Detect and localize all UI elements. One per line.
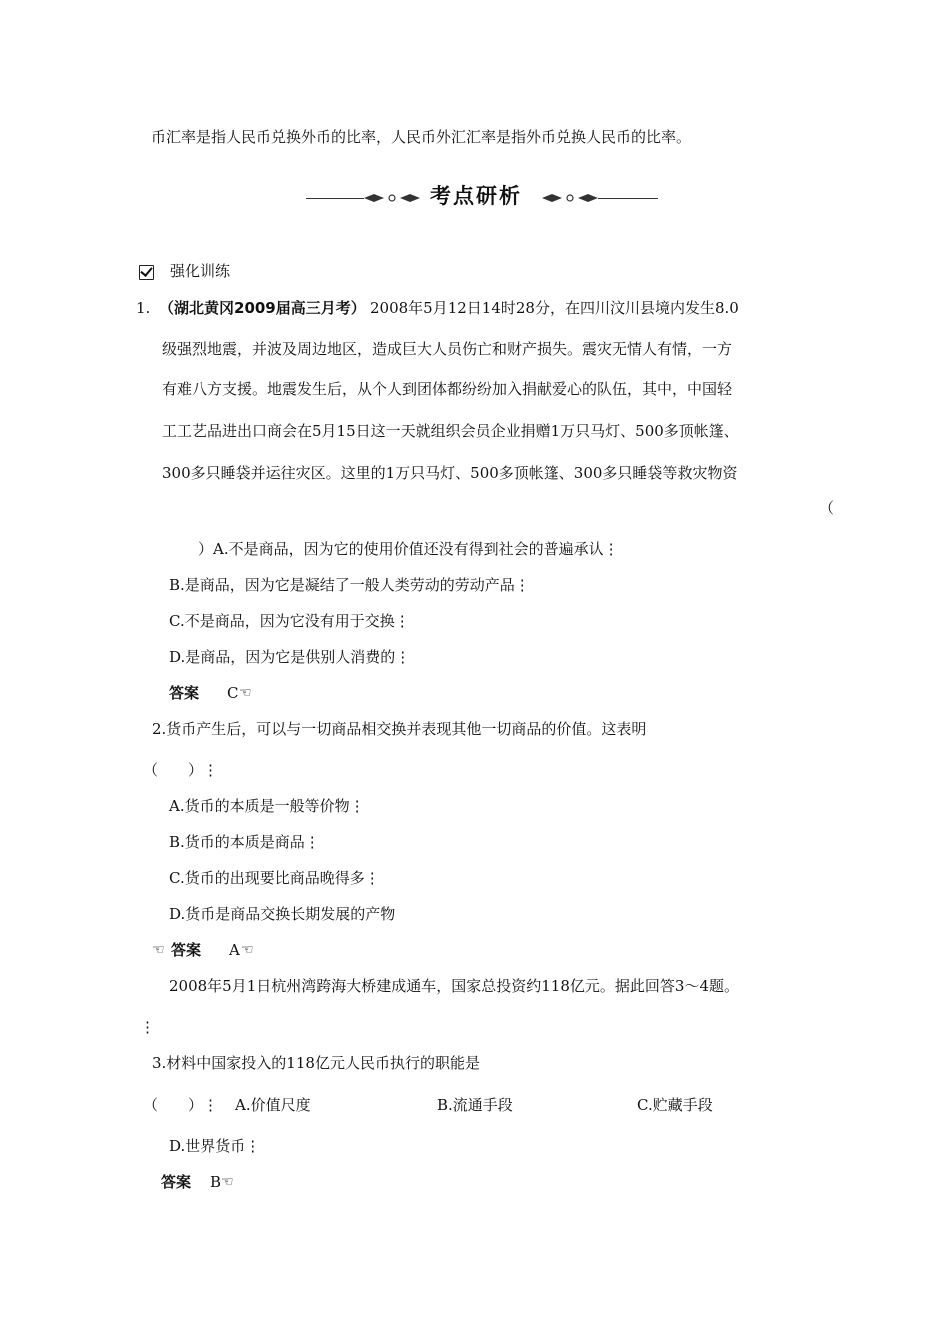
section-title: 考点研析	[430, 184, 522, 208]
q2-option-d: D.货币是商品交换长期发展的产物	[169, 905, 396, 923]
q1-line: 级强烈地震，并波及周边地区，造成巨大人员伤亡和财产损失。震灾无情人有情，一方	[162, 340, 733, 358]
intro-text: 币汇率是指人民币兑换外币的比率，人民币外汇汇率是指外币兑换人民币的比率。	[151, 128, 692, 146]
ornament-icon	[540, 191, 600, 205]
material-mark: ⋮	[140, 1018, 155, 1036]
q3-answer-label: 答案	[161, 1173, 192, 1191]
q3-paren: （ ）⋮	[143, 1096, 219, 1114]
q3-option-c: C.贮藏手段	[637, 1096, 713, 1114]
pointing-hand-icon: ☜	[152, 942, 165, 958]
q1-answer-label: 答案	[169, 684, 200, 702]
q1-option-a: ）A.不是商品，因为它的使用价值还没有得到社会的普遍承认⋮	[198, 540, 619, 558]
header-rule-left	[306, 198, 364, 199]
q1-option-b: B.是商品，因为它是凝结了一般人类劳动的劳动产品⋮	[169, 576, 530, 594]
q1-line: 300多只睡袋并运往灾区。这里的1万只马灯、500多顶帐篷、300多只睡袋等救灾物资	[162, 464, 738, 482]
q2-paren: （ ）⋮	[143, 761, 219, 779]
q3-stem: 3.材料中国家投入的118亿元人民币执行的职能是	[152, 1054, 480, 1072]
q2-answer-label: 答案	[171, 941, 202, 959]
training-label: 强化训练	[170, 262, 231, 280]
q3-option-a: A.价值尺度	[235, 1096, 311, 1114]
q3-option-b: B.流通手段	[437, 1096, 513, 1114]
q2-option-b: B.货币的本质是商品⋮	[169, 833, 320, 851]
q1-number: 1.	[136, 299, 151, 317]
q1-line: 有难八方支援。地震发生后，从个人到团体都纷纷加入捐献爱心的队伍，其中，中国轻	[162, 380, 733, 398]
q3-option-d: D.世界货币⋮	[169, 1137, 261, 1155]
q1-answer-value: C	[227, 684, 239, 702]
pointing-hand-icon: ☜	[221, 1174, 234, 1190]
header-rule-right	[598, 198, 658, 199]
pointing-hand-icon: ☜	[239, 685, 252, 701]
q1-paren-open: （	[819, 499, 835, 517]
q2-option-c: C.货币的出现要比商品晚得多⋮	[169, 869, 380, 887]
q1-source: （湖北黄冈2009届高三月考）	[159, 299, 366, 317]
q1-line: 2008年5月12日14时28分，在四川汶川县境内发生8.0	[370, 299, 739, 317]
q2-option-a: A.货币的本质是一般等价物⋮	[169, 797, 365, 815]
q2-stem: 2.货币产生后，可以与一切商品相交换并表现其他一切商品的价值。这表明	[152, 720, 647, 738]
material-text: 2008年5月1日杭州湾跨海大桥建成通车，国家总投资约118亿元。据此回答3～4题。	[169, 977, 739, 995]
q1-line: 工工艺品进出口商会在5月15日这一天就组织会员企业捐赠1万只马灯、500多顶帐篷、	[162, 422, 739, 440]
ornament-icon	[362, 191, 422, 205]
q1-option-c: C.不是商品，因为它没有用于交换⋮	[169, 612, 410, 630]
q2-answer-value: A	[229, 941, 240, 959]
checkbox-checked-icon	[139, 265, 154, 280]
q1-option-d: D.是商品，因为它是供别人消费的⋮	[169, 648, 411, 666]
pointing-hand-icon: ☜	[241, 942, 254, 958]
q3-answer-value: B	[210, 1173, 222, 1191]
